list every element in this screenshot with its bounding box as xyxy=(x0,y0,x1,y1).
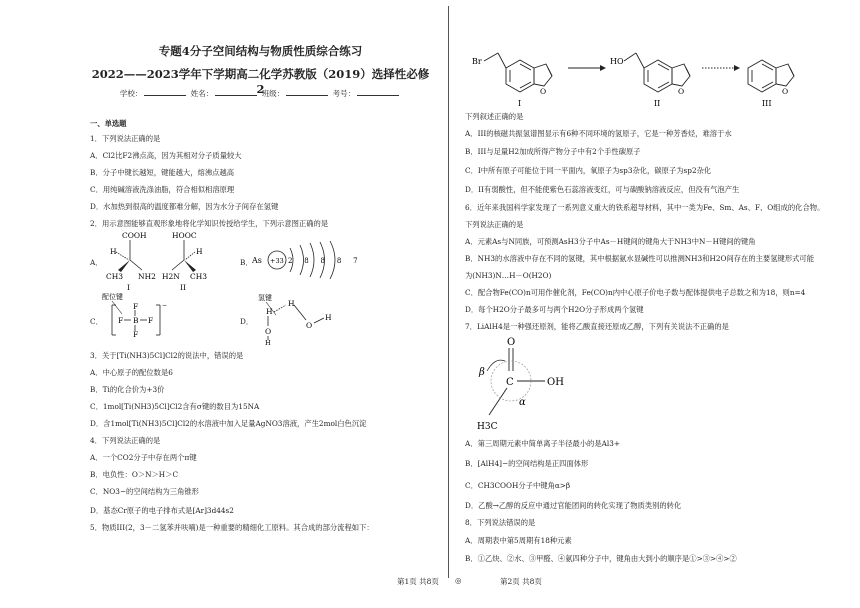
q8-option-b: B．①乙炔、②水、③甲醛、④氨四种分子中，键角由大到小的顺序是①>③>④>② xyxy=(465,554,737,563)
q6-stem-line-2: 下列说法正确的是 xyxy=(465,220,524,229)
compound-3-label: III xyxy=(762,99,772,108)
q4-option-b: B．电负性：O＞N＞H＞C xyxy=(90,470,179,479)
roman-2-label: II xyxy=(180,283,186,292)
page-divider-mark: ◎ xyxy=(455,576,462,585)
q4-option-a: A．一个CO2分子中存在两个π键 xyxy=(90,453,197,462)
f-right: F xyxy=(148,316,154,325)
boron-atom: B xyxy=(133,316,139,325)
page-number-2: 第2页 共8页 xyxy=(500,577,542,586)
as-nucleus: +33 xyxy=(270,257,284,265)
q5-stem: 5．物质III(2，3－二氢苯并呋喃)是一种重要的精细化工原料。其合成的部分流程如下： xyxy=(90,523,374,532)
h-atom-2: H xyxy=(265,339,271,347)
q2-option-b-label: B． xyxy=(240,258,253,267)
exam-no-blank[interactable] xyxy=(357,87,399,96)
q7-option-a: A．第三周期元素中简单离子半径最小的是Al3+ xyxy=(465,439,620,448)
cooh-label: COOH xyxy=(122,231,147,240)
name-label: 姓名： xyxy=(190,89,214,98)
q2-stem: 2．用示意图能够直观形象地将化学知识传授给学生，下列示意图正确的是 xyxy=(90,219,329,228)
hbond-label: 氢键 xyxy=(258,294,272,302)
student-info-line xyxy=(88,87,433,99)
column-divider xyxy=(448,6,449,578)
q2-option-c-diagram xyxy=(100,290,180,345)
class-blank[interactable] xyxy=(286,87,328,96)
carbon-atom: C xyxy=(506,377,514,388)
q1-option-c: C．用纯碱溶液洗涤油脂，符合相似相溶原理 xyxy=(90,185,235,194)
q2-option-d-label: D． xyxy=(240,317,254,326)
ch3-label-2: CH3 xyxy=(190,272,208,281)
q1-option-b: B．分子中键长越短，键能越大，熔沸点越高 xyxy=(90,168,235,177)
q3-option-b: B．Ti的化合价为+3价 xyxy=(90,385,165,394)
o-label-3: O xyxy=(782,87,789,96)
h-label-1: H xyxy=(110,247,117,256)
q3-option-a: A．中心原子的配位数是6 xyxy=(90,368,173,377)
q8-stem: 8．下列说法错误的是 xyxy=(465,518,536,527)
h-label-2: H xyxy=(196,247,203,256)
q7-stem: 7．LiAlH4是一种强还原剂，能将乙酸直接还原成乙醇，下列有关说法不正确的是 xyxy=(465,322,729,331)
q6-option-b-line-2: 为(NH3)N…H－O(H2O) xyxy=(465,271,552,280)
h-atom-4: H xyxy=(325,313,332,322)
o-atom-1: O xyxy=(265,327,272,336)
q5-option-c: C．I中所有原子可能位于同一平面内，氧原子为sp3杂化，碳原子为sp2杂化 xyxy=(465,166,712,175)
q1-stem: 1．下列说法正确的是 xyxy=(90,134,161,143)
school-label: 学校： xyxy=(119,89,143,98)
carbonyl-o: O xyxy=(507,337,516,348)
title-line-2: 2022——2023学年下学期高二化学苏教版（2019）选择性必修2 xyxy=(91,67,430,96)
q6-option-a: A．元素As与N同族，可预测AsH3分子中As－H键间的键角大于NH3中N－H键间的键角 xyxy=(465,237,756,246)
q2-option-c-label: C． xyxy=(90,317,103,326)
h2n-label: H2N xyxy=(162,272,180,281)
oh-group: OH xyxy=(547,377,564,388)
ho-label: HO xyxy=(610,57,624,66)
hooc-label: HOOC xyxy=(172,231,197,240)
o-label-1: O xyxy=(540,87,547,96)
name-blank[interactable] xyxy=(215,87,257,96)
q5-options-stem: 下列叙述正确的是 xyxy=(465,112,524,121)
q4-option-c: C．NO3−的空间结构为三角锥形 xyxy=(90,487,199,496)
alpha-angle: α xyxy=(519,397,526,408)
compound-2-structure xyxy=(610,53,690,108)
q6-stem-line-1: 6．近年来我国科学家发现了一系列意义重大的铁系超导材料，其中一类为Fe、Sm、As、F、O组成的化合物。 xyxy=(465,203,825,212)
minus-charge: − xyxy=(162,302,168,309)
h-atom-3: H xyxy=(288,299,295,308)
compound-1-label: I xyxy=(518,99,522,108)
q7-option-b: B．[AlH4]−的空间结构是正四面体形 xyxy=(465,459,589,468)
q5-option-a: A．III的核磁共振氢谱图显示有6种不同环境的氢原子，它是一种芳香烃，难溶于水 xyxy=(465,129,732,138)
q4-option-d: D．基态Cr原子的电子排布式是[Ar]3d44s2 xyxy=(90,506,234,515)
h-atom-1: H xyxy=(266,307,273,316)
o-atom-2: O xyxy=(306,321,313,330)
roman-1-label: I xyxy=(127,283,130,292)
br-label: Br xyxy=(472,57,482,66)
q5-option-b: B．III与足量H2加成所得产物分子中有2个手性碳原子 xyxy=(465,147,641,156)
q2-option-b-diagram xyxy=(250,240,363,280)
coord-bond-label: 配位键 xyxy=(102,293,123,301)
compound-2-label: II xyxy=(654,99,661,108)
q3-option-d: D．含1mol[Ti(NH3)5Cl]Cl2的水溶液中加入足量AgNO3溶液，产生2mol白色沉淀 xyxy=(90,419,367,428)
f-top: F xyxy=(133,302,139,311)
class-label: 班级： xyxy=(261,89,285,98)
school-blank[interactable] xyxy=(144,87,186,96)
q7-option-d: D．乙酸→乙醇的反应中通过官能团间的转化实现了物质类别的转化 xyxy=(465,501,682,510)
q7-option-c: C．CH3COOH分子中键角α>β xyxy=(465,481,571,490)
beta-angle: β xyxy=(479,367,485,378)
f-left: F xyxy=(118,316,124,325)
q7-acetic-acid-diagram xyxy=(475,333,605,433)
q2-option-d-diagram xyxy=(250,290,345,345)
exam-no-label: 考号： xyxy=(332,89,356,98)
as-shell-electrons: 2 8 8 8 7 xyxy=(288,257,363,265)
compound-1-structure xyxy=(472,53,552,108)
q1-option-a: A．Cl2比F2沸点高，因为其相对分子质量较大 xyxy=(90,151,242,160)
q6-option-c: C．配合物Fe(CO)n可用作催化剂，Fe(CO)n内中心原子价电子数与配体提供电子总数之和为18，则n=4 xyxy=(465,288,806,297)
q6-option-d: D．每个H2O分子最多可与两个H2O分子形成两个氢键 xyxy=(465,305,644,314)
q6-option-b-line-1: B．NH3的水溶液中存在不同的氢键，其中根据氨水显碱性可以推测NH3和H2O间存在的主要氢键形式可能 xyxy=(465,254,815,263)
q1-option-d: D．水加热到很高的温度都难分解，因为水分子间存在氢键 xyxy=(90,202,279,211)
q3-option-c: C．1mol[Ti(NH3)5Cl]Cl2含有σ键的数目为15NA xyxy=(90,402,260,411)
nh2-label: NH2 xyxy=(138,272,156,281)
q2-option-a-diagram xyxy=(100,230,220,292)
q2-option-a-label: A． xyxy=(90,258,103,267)
q4-stem: 4．下列说法正确的是 xyxy=(90,436,161,445)
ch3-label-1: CH3 xyxy=(106,272,124,281)
q3-stem: 3．关于[Ti(NH3)5Cl]Cl2的说法中，错误的是 xyxy=(90,351,244,360)
page-number-1: 第1页 共8页 xyxy=(397,577,439,586)
q5-option-d: D．II有弱酸性，但不能使紫色石蕊溶液变红，可与碳酸钠溶液反应，但没有气泡产生 xyxy=(465,185,740,194)
f-bottom: F xyxy=(133,330,139,339)
methyl-group: H3C xyxy=(477,422,498,432)
section-heading: 一、单选题 xyxy=(90,119,127,128)
q8-option-a: A．周期表中第5周期有18种元素 xyxy=(465,536,572,545)
compound-3-structure xyxy=(748,60,794,108)
q5-reaction-scheme xyxy=(470,18,810,106)
o-label-2: O xyxy=(678,87,685,96)
title-line-1: 专题4分子空间结构与物质性质综合练习 xyxy=(158,44,363,58)
as-symbol: As xyxy=(252,256,262,265)
